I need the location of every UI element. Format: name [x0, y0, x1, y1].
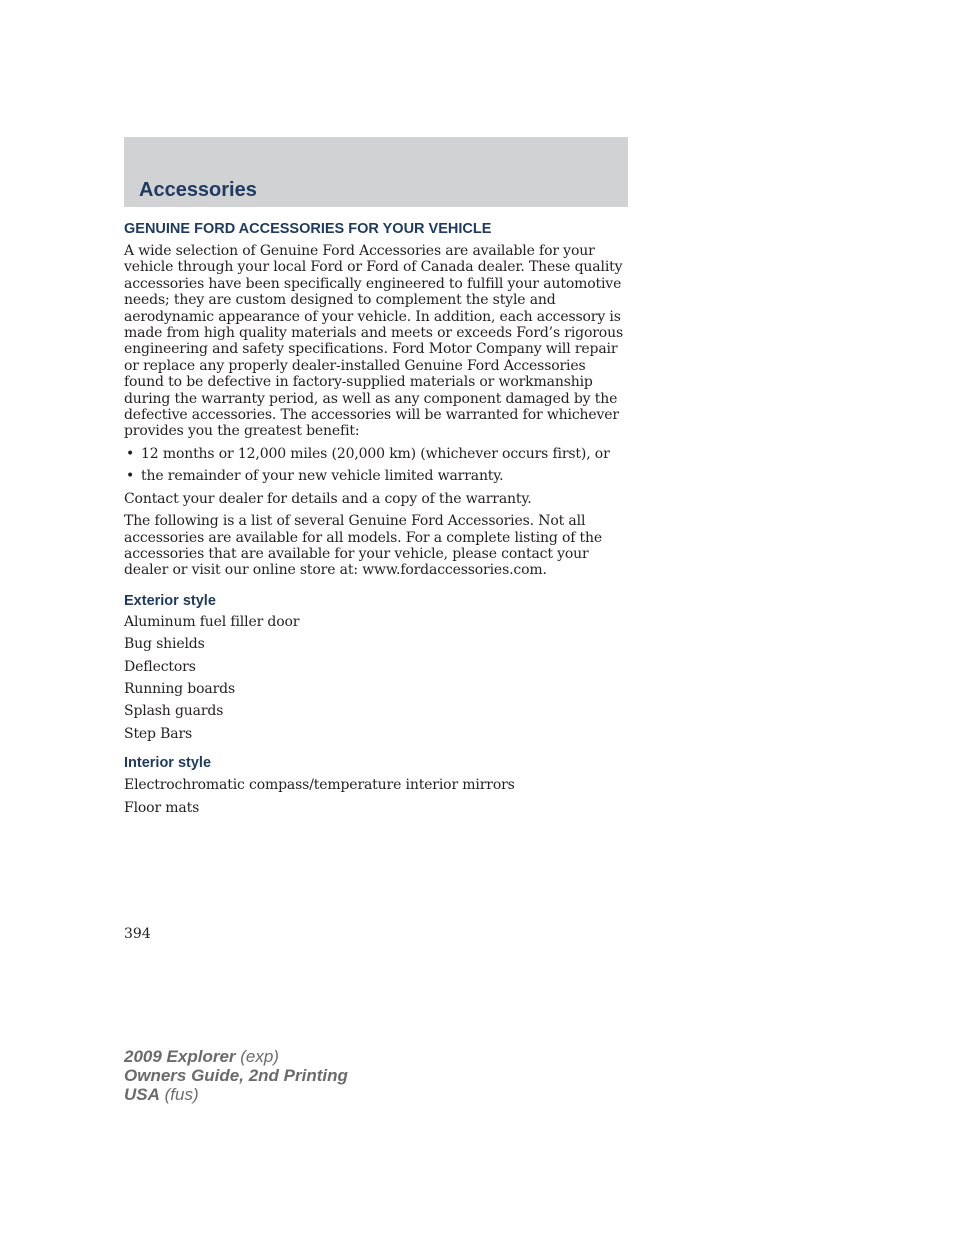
bullet-item: • 12 months or 12,000 miles (20,000 km) (whichever occurs first), or [126, 445, 610, 462]
interior-heading: Interior style [124, 755, 212, 772]
exterior-list [124, 614, 628, 742]
contact-paragraph: Contact your dealer for details and a copy of the warranty. [124, 490, 532, 507]
page-title: Accessories [139, 179, 257, 201]
list-item: Splash guards [124, 703, 224, 720]
bullet-icon: • [126, 445, 135, 462]
section-heading: GENUINE FORD ACCESSORIES FOR YOUR VEHICLE [124, 221, 492, 237]
list-item: Step Bars [124, 725, 193, 742]
list-item: Electrochromatic compass/temperature interior mirrors [124, 777, 515, 794]
header-band [124, 137, 628, 207]
list-item: Running boards [124, 680, 235, 697]
bullet-item: • the remainder of your new vehicle limited warranty. [126, 468, 504, 485]
list-item: Bug shields [124, 636, 205, 653]
footer-line: 2009 Explorer (exp) [124, 1047, 279, 1066]
main-content [124, 220, 628, 816]
interior-list [124, 777, 628, 816]
footer [124, 1047, 348, 1104]
list-item: Aluminum fuel filler door [124, 613, 300, 630]
warranty-bullets [124, 446, 628, 485]
footer-line: Owners Guide, 2nd Printing [124, 1066, 348, 1085]
exterior-heading: Exterior style [124, 592, 216, 609]
footer-line: USA (fus) [124, 1085, 199, 1104]
list-item: Deflectors [124, 658, 196, 675]
intro-paragraph: A wide selection of Genuine Ford Accessories are available for your vehicle through your local Ford or Ford of Canada dealer. These quality accessories have been specifically engineered to fulfill your automotive needs; they are custom designed to complement the style and aerodynamic appearance of your vehicle. In addition, each accessory is made from high quality materials and meets or exceeds Ford’s rigorous engineering and safety specifications. Ford Motor Company will repair or replace any properly dealer-installed Genuine Ford Accessories found to be defective in factory-supplied materials or workmanship during the warranty period, as well as any component damaged by the defective accessories. The accessories will be warranted for whichever provides you the greatest benefit: [124, 243, 623, 440]
list-item: Floor mats [124, 799, 200, 816]
list-intro-paragraph: The following is a list of several Genuine Ford Accessories. Not all accessories are available for all models. For a complete listing of the accessories that are available for your vehicle, please contact your dealer or visit our online store at: www.fordaccessories.com. [124, 513, 603, 579]
bullet-icon: • [126, 468, 135, 485]
page-number: 394 [124, 926, 151, 942]
